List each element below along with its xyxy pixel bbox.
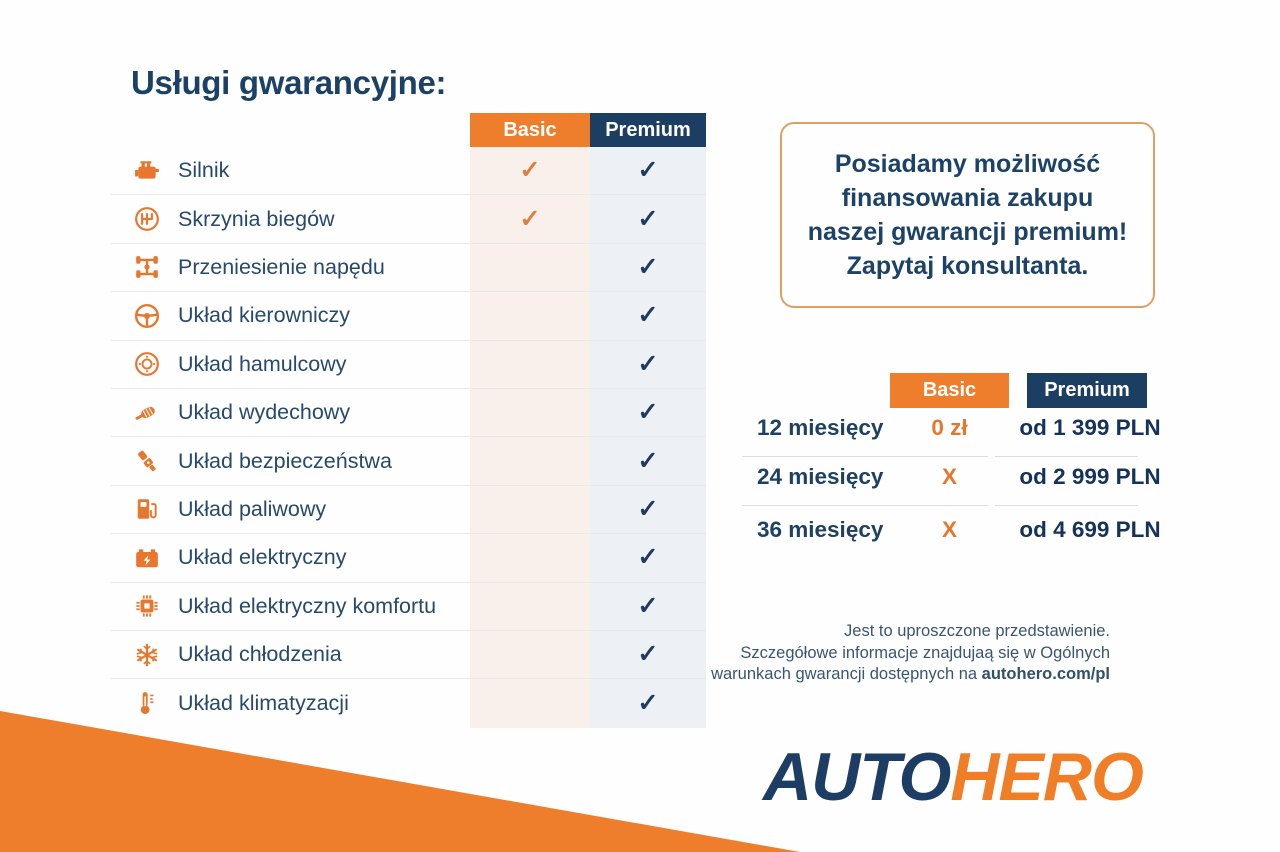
financing-note-line: finansowania zakupu: [841, 184, 1094, 212]
table-row: [111, 534, 706, 582]
basic-cell: [470, 244, 590, 291]
footnote-line: [660, 664, 1110, 686]
table-row: [111, 244, 706, 292]
premium-cell: [590, 486, 706, 533]
pricing-premium-value: od 2 999 PLN: [1019, 464, 1161, 489]
basic-cell: [470, 389, 590, 436]
pricing-period: 12 miesięcy: [757, 415, 884, 440]
row-label: Przeniesienie napędu: [178, 254, 385, 279]
autohero-logo: [763, 739, 1143, 815]
check-icon: ✓: [519, 156, 541, 185]
premium-cell: [590, 292, 706, 339]
pricing-basic-value: X: [941, 517, 957, 542]
financing-note-line: Zapytaj konsultanta.: [846, 252, 1089, 280]
pricing-basic-value: X: [941, 464, 957, 489]
check-icon: ✓: [637, 688, 659, 717]
premium-cell: [590, 341, 706, 388]
check-icon: ✓: [637, 446, 659, 475]
row-label: Skrzynia biegów: [178, 206, 335, 231]
pricing-premium-value: od 4 699 PLN: [1019, 517, 1161, 542]
engine-icon: [133, 157, 160, 184]
table-row: [111, 679, 706, 727]
check-icon: ✓: [637, 398, 659, 427]
check-icon: ✓: [637, 252, 659, 281]
row-label: Silnik: [178, 158, 230, 183]
basic-cell: [470, 631, 590, 678]
footnote-line-prefix: warunkach gwarancji dostępnych na: [711, 665, 982, 683]
thermometer-icon: [133, 690, 160, 717]
pricing-divider: [995, 505, 1138, 506]
basic-cell: [470, 292, 590, 339]
row-label: Układ hamulcowy: [178, 351, 347, 376]
basic-cell: [470, 147, 590, 194]
basic-cell: [470, 534, 590, 581]
table-row: [111, 292, 706, 340]
warranty-comparison-table: [111, 113, 706, 728]
basic-cell: [470, 679, 590, 727]
pricing-row: [742, 517, 1172, 551]
check-icon: ✓: [637, 494, 659, 523]
seatbelt-icon: [133, 448, 160, 475]
pricing-period: 24 miesięcy: [757, 464, 884, 489]
financing-note-line: Posiadamy możliwość: [834, 150, 1101, 178]
pricing-row: [742, 415, 1172, 449]
basic-cell: [470, 341, 590, 388]
row-label: Układ elektryczny komfortu: [178, 593, 437, 618]
row-label: Układ kierowniczy: [178, 303, 351, 328]
page-title: Usługi gwarancyjne:: [131, 64, 447, 101]
steering-wheel-icon: [133, 302, 160, 329]
pricing-divider: [995, 456, 1138, 457]
check-icon: ✓: [637, 204, 659, 233]
fuel-pump-icon: [133, 496, 160, 523]
table-row: [111, 389, 706, 437]
orange-triangle-decoration: [0, 711, 800, 852]
financing-note-line: naszej gwarancji premium!: [807, 218, 1128, 246]
table-row: [111, 437, 706, 485]
footnote-website: autohero.com/pl: [981, 665, 1110, 683]
premium-cell: [590, 147, 706, 194]
row-label: Układ elektryczny: [178, 545, 347, 570]
logo-part-hero: HERO: [950, 739, 1143, 815]
table-row: [111, 631, 706, 679]
basic-column-header: Basic: [470, 113, 590, 147]
premium-cell: [590, 534, 706, 581]
chip-icon: [133, 593, 160, 620]
battery-icon: [133, 544, 160, 571]
table-row: [111, 583, 706, 631]
pricing-premium-header: Premium: [1027, 373, 1147, 408]
pricing-row: [742, 464, 1172, 498]
drivetrain-icon: [133, 254, 160, 281]
row-label: Układ paliwowy: [178, 496, 327, 521]
basic-cell: [470, 195, 590, 242]
pricing-basic-header: Basic: [890, 373, 1009, 408]
basic-cell: [470, 583, 590, 630]
logo-part-auto: AUTO: [763, 739, 951, 815]
check-icon: ✓: [637, 591, 659, 620]
premium-column-header: Premium: [590, 113, 706, 147]
footnote-line: Szczegółowe informacje znajdujaą się w Ogólnych: [740, 643, 1110, 662]
premium-cell: [590, 389, 706, 436]
basic-cell: [470, 486, 590, 533]
comparison-rows: [111, 147, 706, 728]
check-icon: ✓: [637, 301, 659, 330]
table-row: [111, 341, 706, 389]
pricing-basic-value: 0 zł: [931, 415, 968, 440]
pricing-period: 36 miesięcy: [757, 517, 884, 542]
table-row: [111, 195, 706, 243]
gearbox-icon: [133, 206, 160, 233]
premium-cell: [590, 437, 706, 484]
footnote-line: Jest to uproszczone przedstawienie.: [844, 622, 1110, 640]
exhaust-icon: [133, 399, 160, 426]
basic-cell: [470, 437, 590, 484]
pricing-divider: [742, 505, 988, 506]
check-icon: ✓: [637, 349, 659, 378]
premium-cell: [590, 244, 706, 291]
check-icon: ✓: [637, 543, 659, 572]
premium-cell: [590, 195, 706, 242]
row-label: Układ bezpieczeństwa: [178, 448, 392, 473]
brake-disc-icon: [133, 351, 160, 378]
premium-cell: [590, 679, 706, 727]
financing-note-box: [780, 122, 1155, 308]
footnote: [660, 621, 1110, 686]
pricing-premium-value: od 1 399 PLN: [1019, 415, 1161, 440]
table-row: [111, 486, 706, 534]
check-icon: ✓: [637, 156, 659, 185]
row-label: Układ wydechowy: [178, 400, 351, 425]
table-row: [111, 147, 706, 195]
pricing-divider: [742, 456, 988, 457]
snowflake-icon: [133, 641, 160, 668]
check-icon: ✓: [637, 640, 659, 669]
row-label: Układ klimatyzacji: [178, 690, 349, 715]
row-label: Układ chłodzenia: [178, 642, 342, 667]
check-icon: ✓: [519, 204, 541, 233]
